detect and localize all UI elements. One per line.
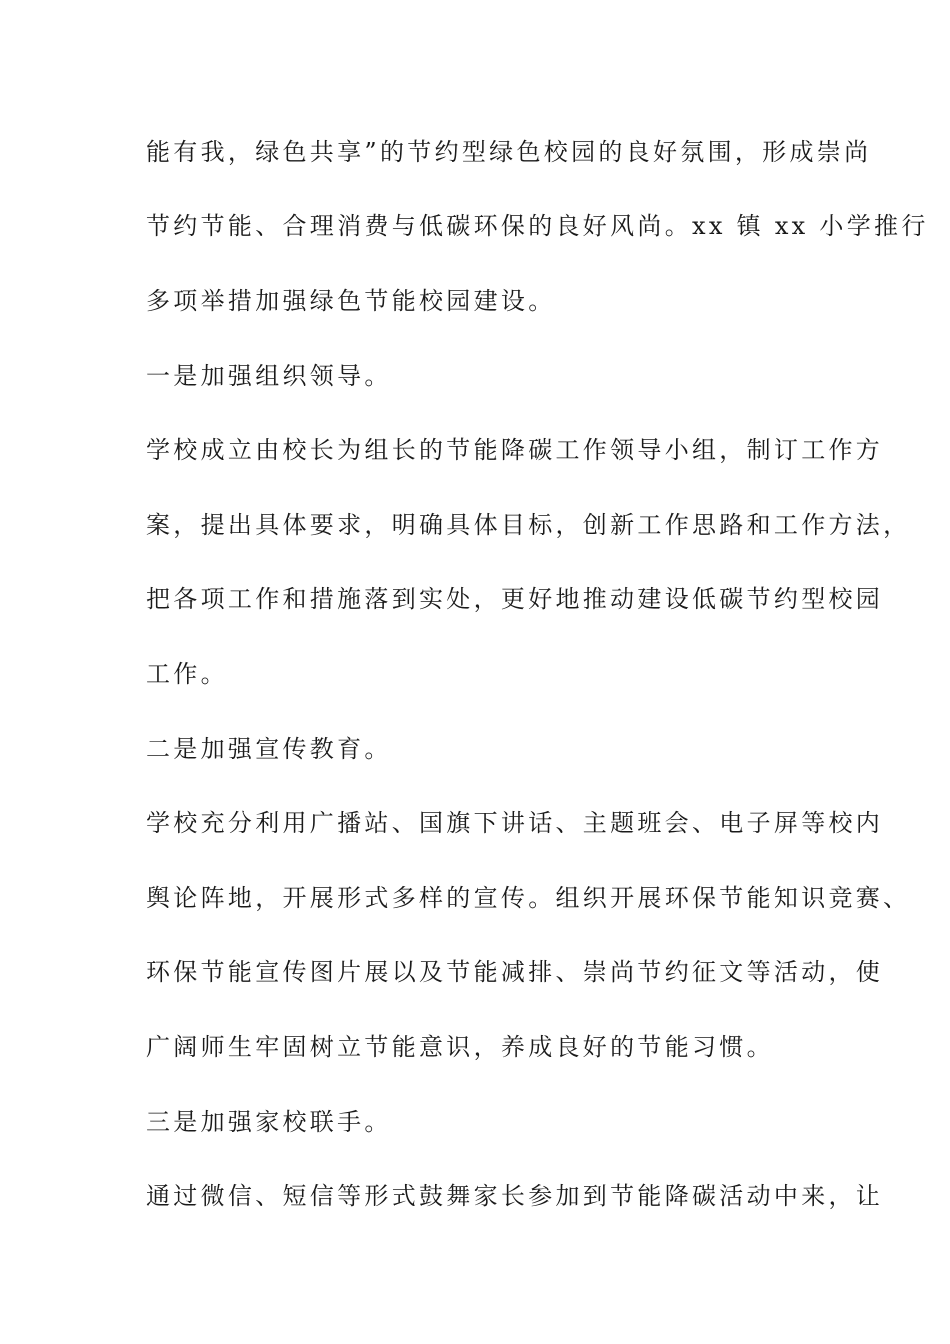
text-line: 通过微信、短信等形式鼓舞家长参加到节能降碳活动中来，让 [146,1182,884,1210]
text-line: 学校成立由校长为组长的节能降碳工作领导小组，制订工作方 [146,436,884,464]
text-line: 把各项工作和措施落到实处，更好地推动建设低碳节约型校园 [146,585,884,613]
section-heading-3: 三是加强家校联手。 [146,1108,392,1136]
section-heading-1: 一是加强组织领导。 [146,362,392,390]
text-line: 学校充分利用广播站、国旗下讲话、主题班会、电子屏等校内 [146,809,884,837]
text-line: 节约节能、合理消费与低碳环保的良好风尚。xx 镇 xx 小学推行 [146,212,929,240]
section-heading-2: 二是加强宣传教育。 [146,735,392,763]
text-line: 能有我，绿色共享”的节约型绿色校园的良好氛围，形成崇尚 [146,138,872,166]
text-line: 案，提出具体要求，明确具体目标，创新工作思路和工作方法， [146,511,911,539]
text-line: 环保节能宣传图片展以及节能减排、崇尚节约征文等活动，使 [146,958,884,986]
text-line: 多项举措加强绿色节能校园建设。 [146,287,556,315]
text-line: 工作。 [146,660,228,688]
text-line: 舆论阵地，开展形式多样的宣传。组织开展环保节能知识竞赛、 [146,884,911,912]
text-line: 广阔师生牢固树立节能意识，养成良好的节能习惯。 [146,1033,774,1061]
